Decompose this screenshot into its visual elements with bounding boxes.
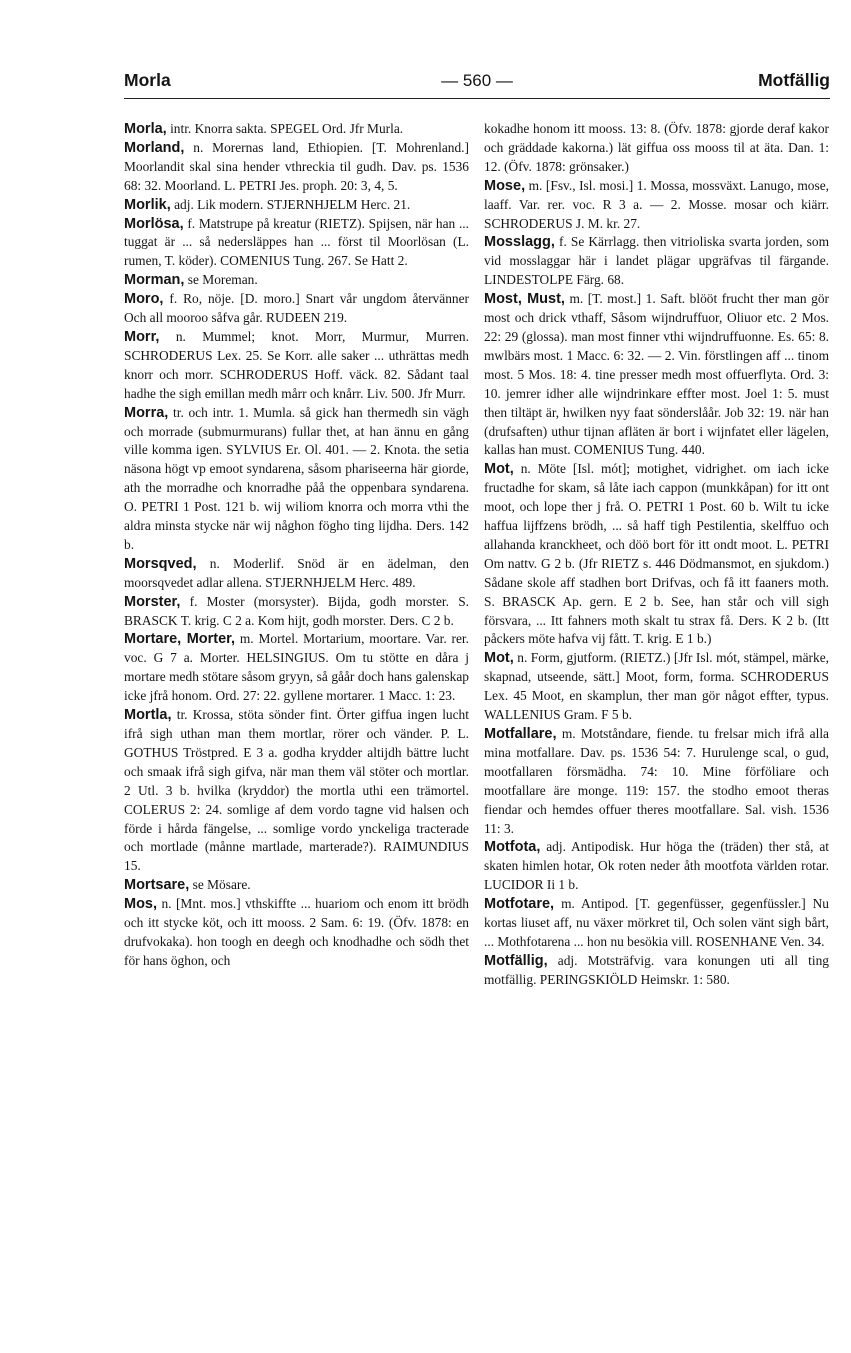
entry-headword: Motfotare, — [484, 896, 555, 913]
entry-definition: kokadhe honom itt mooss. 13: 8. (Öfv. 1878: gjorde deraf kakor och gräddade kakorna.) lät giffua oss mooss til at äta. Dan. 1: 12. (Öfv. 1878: grönsaker.) — [484, 121, 829, 174]
entry-headword: Mot, — [484, 461, 514, 478]
entry-definition: n. Morernas land, Ethiopien. [T. Mohrenland.] Moorlandit skal sina hender vthreckia til gudh. Dav. ps. 1536 68: 32. Moorland. L. PETRI Jes. proph. 20: 3, 4, 5. — [124, 139, 469, 193]
entry-headword: Mosslagg, — [484, 234, 555, 251]
entry-definition: n. [Mnt. mos.] vthskiffte ... huariom och enom itt brödh och itt stycke köt, och itt mooss. 2 Sam. 6: 19. (Öfv. 1878: en drufvokaka). hon toogh en deegh och knodhadhe och södh thet för hans öghon, och — [124, 896, 469, 968]
entry-definition: m. Motståndare, fiende. tu frelsar mich ifrå alla mina motfallare. Dav. ps. 1536 54: 7. Hurulenge scal, o gud, mootfallaren försmädha. 74: 10. Mine förföliare och mootfallare äre monge. 119: 157. the stodho emoot theras fiendar och hemdes offuer theres mootfallare. Sal. vish. 1536 11: 3. — [484, 726, 829, 836]
entry-headword: Morlik, — [124, 196, 171, 213]
dictionary-entry — [124, 139, 469, 196]
dictionary-entry — [124, 895, 469, 971]
dictionary-entry — [124, 271, 469, 290]
entry-headword: Morman, — [124, 272, 185, 289]
entry-headword: Morr, — [124, 328, 160, 345]
dictionary-entry — [124, 593, 469, 631]
left-column — [124, 120, 469, 971]
entry-definition: tr. Krossa, stöta sönder fint. Örter giffua ingen lucht ifrå sigh uthan man them mortlar, rörer och vänder. P. L. GOTHUS Tröstpred. E 3 a. godha krydder altijdh bättre lucht och smaak ifrå sigh gifva, när man them väl stöter och mortlar. 2 Utl. 3 b. hvilka (kryddor) the mortla uthi een trämortel. COLERUS 2: 24. somlige af dem vordo tagne vid halsen och förde i hårda fängelse, ... somlige vordo ynckeliga tracterade och mortlade (månne martlade, marterade?). RAIMUNDIUS 15. — [124, 707, 469, 874]
dictionary-entry — [484, 120, 829, 177]
dictionary-entry — [124, 404, 469, 555]
right-column — [484, 120, 829, 990]
entry-headword: Mot, — [484, 650, 514, 667]
entry-headword: Morra, — [124, 404, 169, 421]
entry-definition: m. Mortel. Mortarium, moortare. Var. rer. voc. G 7 a. Morter. HELSINGIUS. Om tu stötte en dåra j mortare medh stötare såsom gryyn, så gåår doch hans galenskap icke jfrå honom. Ord. 27: 22. gyllene mortarer. 1 Macc. 1: 23. — [124, 631, 469, 704]
entry-headword: Mortare, Morter, — [124, 631, 236, 648]
dictionary-entry — [484, 952, 829, 990]
dictionary-entry — [484, 177, 829, 234]
last-headword: Motfällig — [758, 70, 830, 90]
entry-headword: Moro, — [124, 291, 164, 308]
entry-headword: Most, Must, — [484, 291, 565, 308]
entry-definition: m. [T. most.] 1. Saft. blööt frucht ther man gör most och drick vthaff, Såsom wijndruffuor, Oliuor etc. 2 Mos. 22: 29 (glossa). man most finner vthi wijndruffuonne. Es. 65: 8. mwlbärs most. 1 Macc. 6: 32. — 2. Vin. förstlingen aff ... tinom most. 5 Mos. 18: 4. tine presser medh most offuerflyta. Ord. 3: 10. jemrer idher alle wijndrinkare effter most. Joel 1: 5. must then tiltäpt är, hwilken nyy faat sönderslåår. Job 32: 19. när han (drufsaften) uthur tijnan afläten är bort i wijnfatet eller lägelen, kallas han must. COMENIUS Tung. 440. — [484, 291, 829, 458]
dictionary-entry — [484, 895, 829, 952]
entry-definition: se Mösare. — [192, 877, 251, 893]
entry-definition: m. Antipod. [T. gegenfüsser, gegenfüssler.] Nu kortas liuset aff, nu växer mörkret til, Och solen vänt sigh bårt, ... Mothfotarena ... hon nu besökia vill. ROSENHANE Ven. 34. — [484, 896, 829, 949]
dictionary-entry — [484, 838, 829, 895]
entry-definition: n. Moderlif. Snöd är en ädelman, den moorsqvedet adlar allena. STJERNHJELM Herc. 489. — [124, 555, 469, 590]
entry-definition: f. Se Kärrlagg. then vitrioliska svarta jorden, som vid mosslaggar här i landet plägar upgräfvas til färgande. LINDESTOLPE Färg. 68. — [484, 234, 829, 288]
entry-headword: Morster, — [124, 593, 181, 610]
dictionary-entry — [484, 460, 829, 649]
entry-definition: f. Moster (morsyster). Bijda, godh morster. S. BRASCK T. krig. C 2 a. Kom hijt, godh morster. Ders. C 2 b. — [124, 593, 469, 628]
entry-headword: Morlösa, — [124, 215, 184, 232]
entry-definition: adj. Lik modern. STJERNHJELM Herc. 21. — [174, 196, 411, 212]
first-headword: Morla — [124, 70, 171, 90]
entry-definition: adj. Motsträfvig. vara konungen uti all ting motfällig. PERINGSKIÖLD Heimskr. 1: 580. — [484, 952, 829, 987]
dictionary-entry — [124, 876, 469, 895]
entry-definition: n. Form, gjutform. (RIETZ.) [Jfr Isl. mót, stämpel, märke, skapnad, utseende, sätt.] Moot, form, forma. SCHRODERUS Lex. 45 Moot, en skamplun, ther man gör något effter, typus. WALLENIUS Gram. F 5 b. — [484, 650, 829, 723]
entry-headword: Morland, — [124, 139, 185, 156]
dictionary-entry — [124, 555, 469, 593]
dictionary-entry — [124, 706, 469, 876]
dictionary-entry — [124, 120, 469, 139]
entry-headword: Mortla, — [124, 707, 172, 724]
entry-definition: adj. Antipodisk. Hur höga the (träden) ther stå, at skaten himlen hotar, Ok roten neder åth mootfota världen rotar. LUCIDOR Ii 1 b. — [484, 839, 829, 893]
entry-definition: f. Ro, nöje. [D. moro.] Snart vår ungdom återvänner Och all mooroo såfva går. RUDEEN 219. — [124, 291, 469, 326]
header-rule — [124, 98, 830, 99]
entry-headword: Motfota, — [484, 839, 541, 856]
entry-headword: Morla, — [124, 121, 167, 137]
dictionary-entry — [124, 328, 469, 404]
entry-definition: tr. och intr. 1. Mumla. så gick han thermedh sin vägh och morrade (submurmurans) fullar thet, at han ännu en gång ville komma igen. SYLVIUS Er. Ol. 401. — 2. Knota. the setia näsona högt vp emoot syndarena, såsom phariseerna här giorde, ath the morradhe och knorradhe påå the oppenbara syndarena. O. PETRI 1 Post. 121 b. wij wiliom knorra och morra vthi the aldra minsta stycke när wij någhon fögho ting lijdha. Ders. 142 b. — [124, 404, 469, 552]
dictionary-entry — [124, 630, 469, 706]
entry-definition: se Moreman. — [187, 272, 258, 288]
page-number: — 560 — — [441, 71, 513, 90]
dictionary-entry — [484, 649, 829, 725]
entry-headword: Motfallare, — [484, 726, 557, 742]
dictionary-entry — [484, 233, 829, 290]
page-header — [124, 70, 830, 94]
entry-headword: Mortsare, — [124, 877, 190, 894]
entry-headword: Mose, — [484, 177, 526, 194]
entry-headword: Mos, — [124, 896, 158, 913]
dictionary-entry — [484, 725, 829, 838]
dictionary-entry — [484, 290, 829, 460]
dictionary-entry — [124, 196, 469, 215]
entry-definition: intr. Knorra sakta. SPEGEL Ord. Jfr Murla. — [170, 121, 404, 136]
entry-headword: Morsqved, — [124, 555, 197, 572]
dictionary-entry — [124, 215, 469, 272]
entry-definition: n. Mummel; knot. Morr, Murmur, Murren. SCHRODERUS Lex. 25. Se Korr. alle saker ... uthrättas medh knorr och morr. SCHRODERUS Hoff. väck. 82. Sådant taal hadhe the sigh emillan medh mårr och knårr. Liv. 500. Jfr Murr. — [124, 328, 469, 401]
entry-headword: Motfällig, — [484, 952, 548, 969]
entry-definition: m. [Fsv., Isl. mosi.] 1. Mossa, mossväxt. Lanugo, mose, laaff. Var. rer. voc. R 3 a. — 2. Mosse. mosar och kiärr. SCHRODERUS J. M. kr. 27. — [484, 177, 829, 231]
dictionary-entry — [124, 290, 469, 328]
entry-definition: f. Matstrupe på kreatur (RIETZ). Spijsen, när han ... tuggat är ... så nedersläppes han ... först til Moorlösan (L. rumen, T. köder). COMENIUS Tung. 267. Se Hatt 2. — [124, 215, 469, 269]
entry-definition: n. Möte [Isl. mót]; motighet, vidrighet. om iach icke fructadhe for skam, så låte iach cappon (munkkåpan) for itt ont moot, och lope ther j frå. O. PETRI 1 Post. 60 b. Wilt tu icke haffua lijffzens brödh, ... så haff tigh Pestilentia, skelffuo och allahanda kranckheet, och döö bort för itt ondt moot. L. PETRI Om nattv. G 2 b. (Jfr RIETZ s. 446 Dödmansmot, en sjukdom.) Sådane skole aff stadhen bort Drifvas, och få itt faaners moth. S. BRASCK Ap. gern. E 2 b. See, han står och vill sigh försvara, ... Itt fahners moth skalt tu strax få. Ders. K 2 b. (Itt påckers möte hafva vij fått. T. krig. E 1 b.) — [484, 461, 829, 647]
